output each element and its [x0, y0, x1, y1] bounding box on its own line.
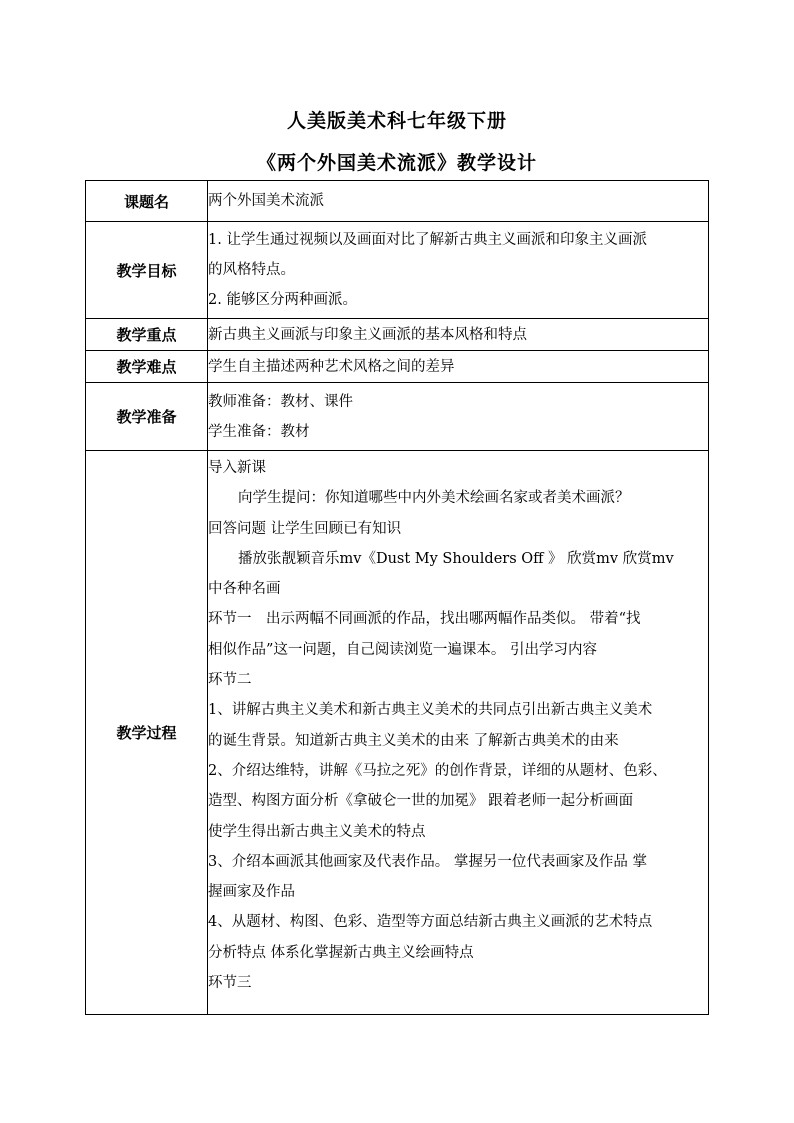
lesson-plan-table — [85, 180, 709, 1015]
text-line: 分析特点 体系化掌握新古典主义绘画特点 — [208, 944, 474, 961]
text-line: 导入新课 — [208, 460, 266, 476]
text-line: 教师准备：教材、课件 — [208, 393, 353, 410]
text-line: 中各种名画 — [208, 581, 281, 598]
text-line: 新古典主义画派与印象主义画派的基本风格和特点 — [208, 326, 527, 343]
row-label-process: 教学过程 — [86, 451, 208, 1015]
text-line: 3、介绍本画派其他画家及代表作品。 掌握另一位代表画家及作品 掌 — [208, 853, 647, 870]
row-value-goals — [208, 222, 709, 319]
text-line: 4、从题材、构图、色彩、造型等方面总结新古典主义画派的艺术特点 — [208, 914, 653, 931]
document-title-line1: 人美版美术科七年级下册 — [286, 110, 507, 132]
row-value-preparation — [208, 383, 709, 451]
text-line: 播放张靓颖音乐mv《Dust My Shoulders Off 》 欣赏mv 欣赏mv — [238, 550, 674, 567]
text-line: 2、介绍达维特，讲解《马拉之死》的创作背景，详细的从题材、色彩、 — [208, 762, 667, 779]
text-line: 两个外国美术流派 — [208, 193, 324, 209]
row-value-process — [208, 451, 709, 1015]
text-line: 相似作品”这一问题，自己阅读浏览一遍课本。 引出学习内容 — [208, 641, 598, 658]
row-label-topic: 课题名 — [86, 181, 208, 222]
text-line: 环节一 出示两幅不同画派的作品，找出哪两幅作品类似。 带着“找 — [208, 611, 641, 628]
table-row-process — [86, 451, 709, 1015]
text-line: 向学生提问：你知道哪些中内外美术绘画名家或者美术画派？ — [238, 490, 630, 507]
text-line: 1. 让学生通过视频以及画面对比了解新古典主义画派和印象主义画派 — [208, 232, 647, 248]
text-line: 环节二 — [208, 672, 252, 689]
row-label-goals: 教学目标 — [86, 222, 208, 319]
text-line: 1、讲解古典主义美术和新古典主义美术的共同点引出新古典主义美术 — [208, 702, 653, 719]
text-line: 学生准备：教材 — [208, 423, 310, 440]
text-line: 使学生得出新古典主义美术的特点 — [208, 823, 426, 840]
table-row-preparation — [86, 383, 709, 451]
table-row-key-points — [86, 319, 709, 351]
row-value-topic — [208, 181, 709, 222]
text-line: 的诞生背景。知道新古典主义美术的由来 了解新古典美术的由来 — [208, 732, 619, 749]
text-line: 2. 能够区分两种画派。 — [208, 292, 357, 308]
row-label-preparation: 教学准备 — [86, 383, 208, 451]
row-value-key-points — [208, 319, 709, 351]
text-line: 环节三 — [208, 975, 252, 992]
text-line: 学生自主描述两种艺术风格之间的差异 — [208, 358, 455, 375]
text-line: 的风格特点。 — [208, 262, 295, 278]
row-label-key-points: 教学重点 — [86, 319, 208, 351]
table-row-difficulties — [86, 351, 709, 383]
text-line: 回答问题 让学生回顾已有知识 — [208, 520, 402, 537]
row-label-difficulties: 教学难点 — [86, 351, 208, 383]
text-line: 造型、构图方面分析《拿破仑一世的加冕》 跟着老师一起分析画面 — [208, 793, 634, 810]
row-value-difficulties — [208, 351, 709, 383]
text-line: 握画家及作品 — [208, 884, 295, 901]
document-title-line2: 《两个外国美术流派》教学设计 — [256, 152, 537, 174]
table-row-goals — [86, 222, 709, 319]
table-row-topic — [86, 181, 709, 222]
